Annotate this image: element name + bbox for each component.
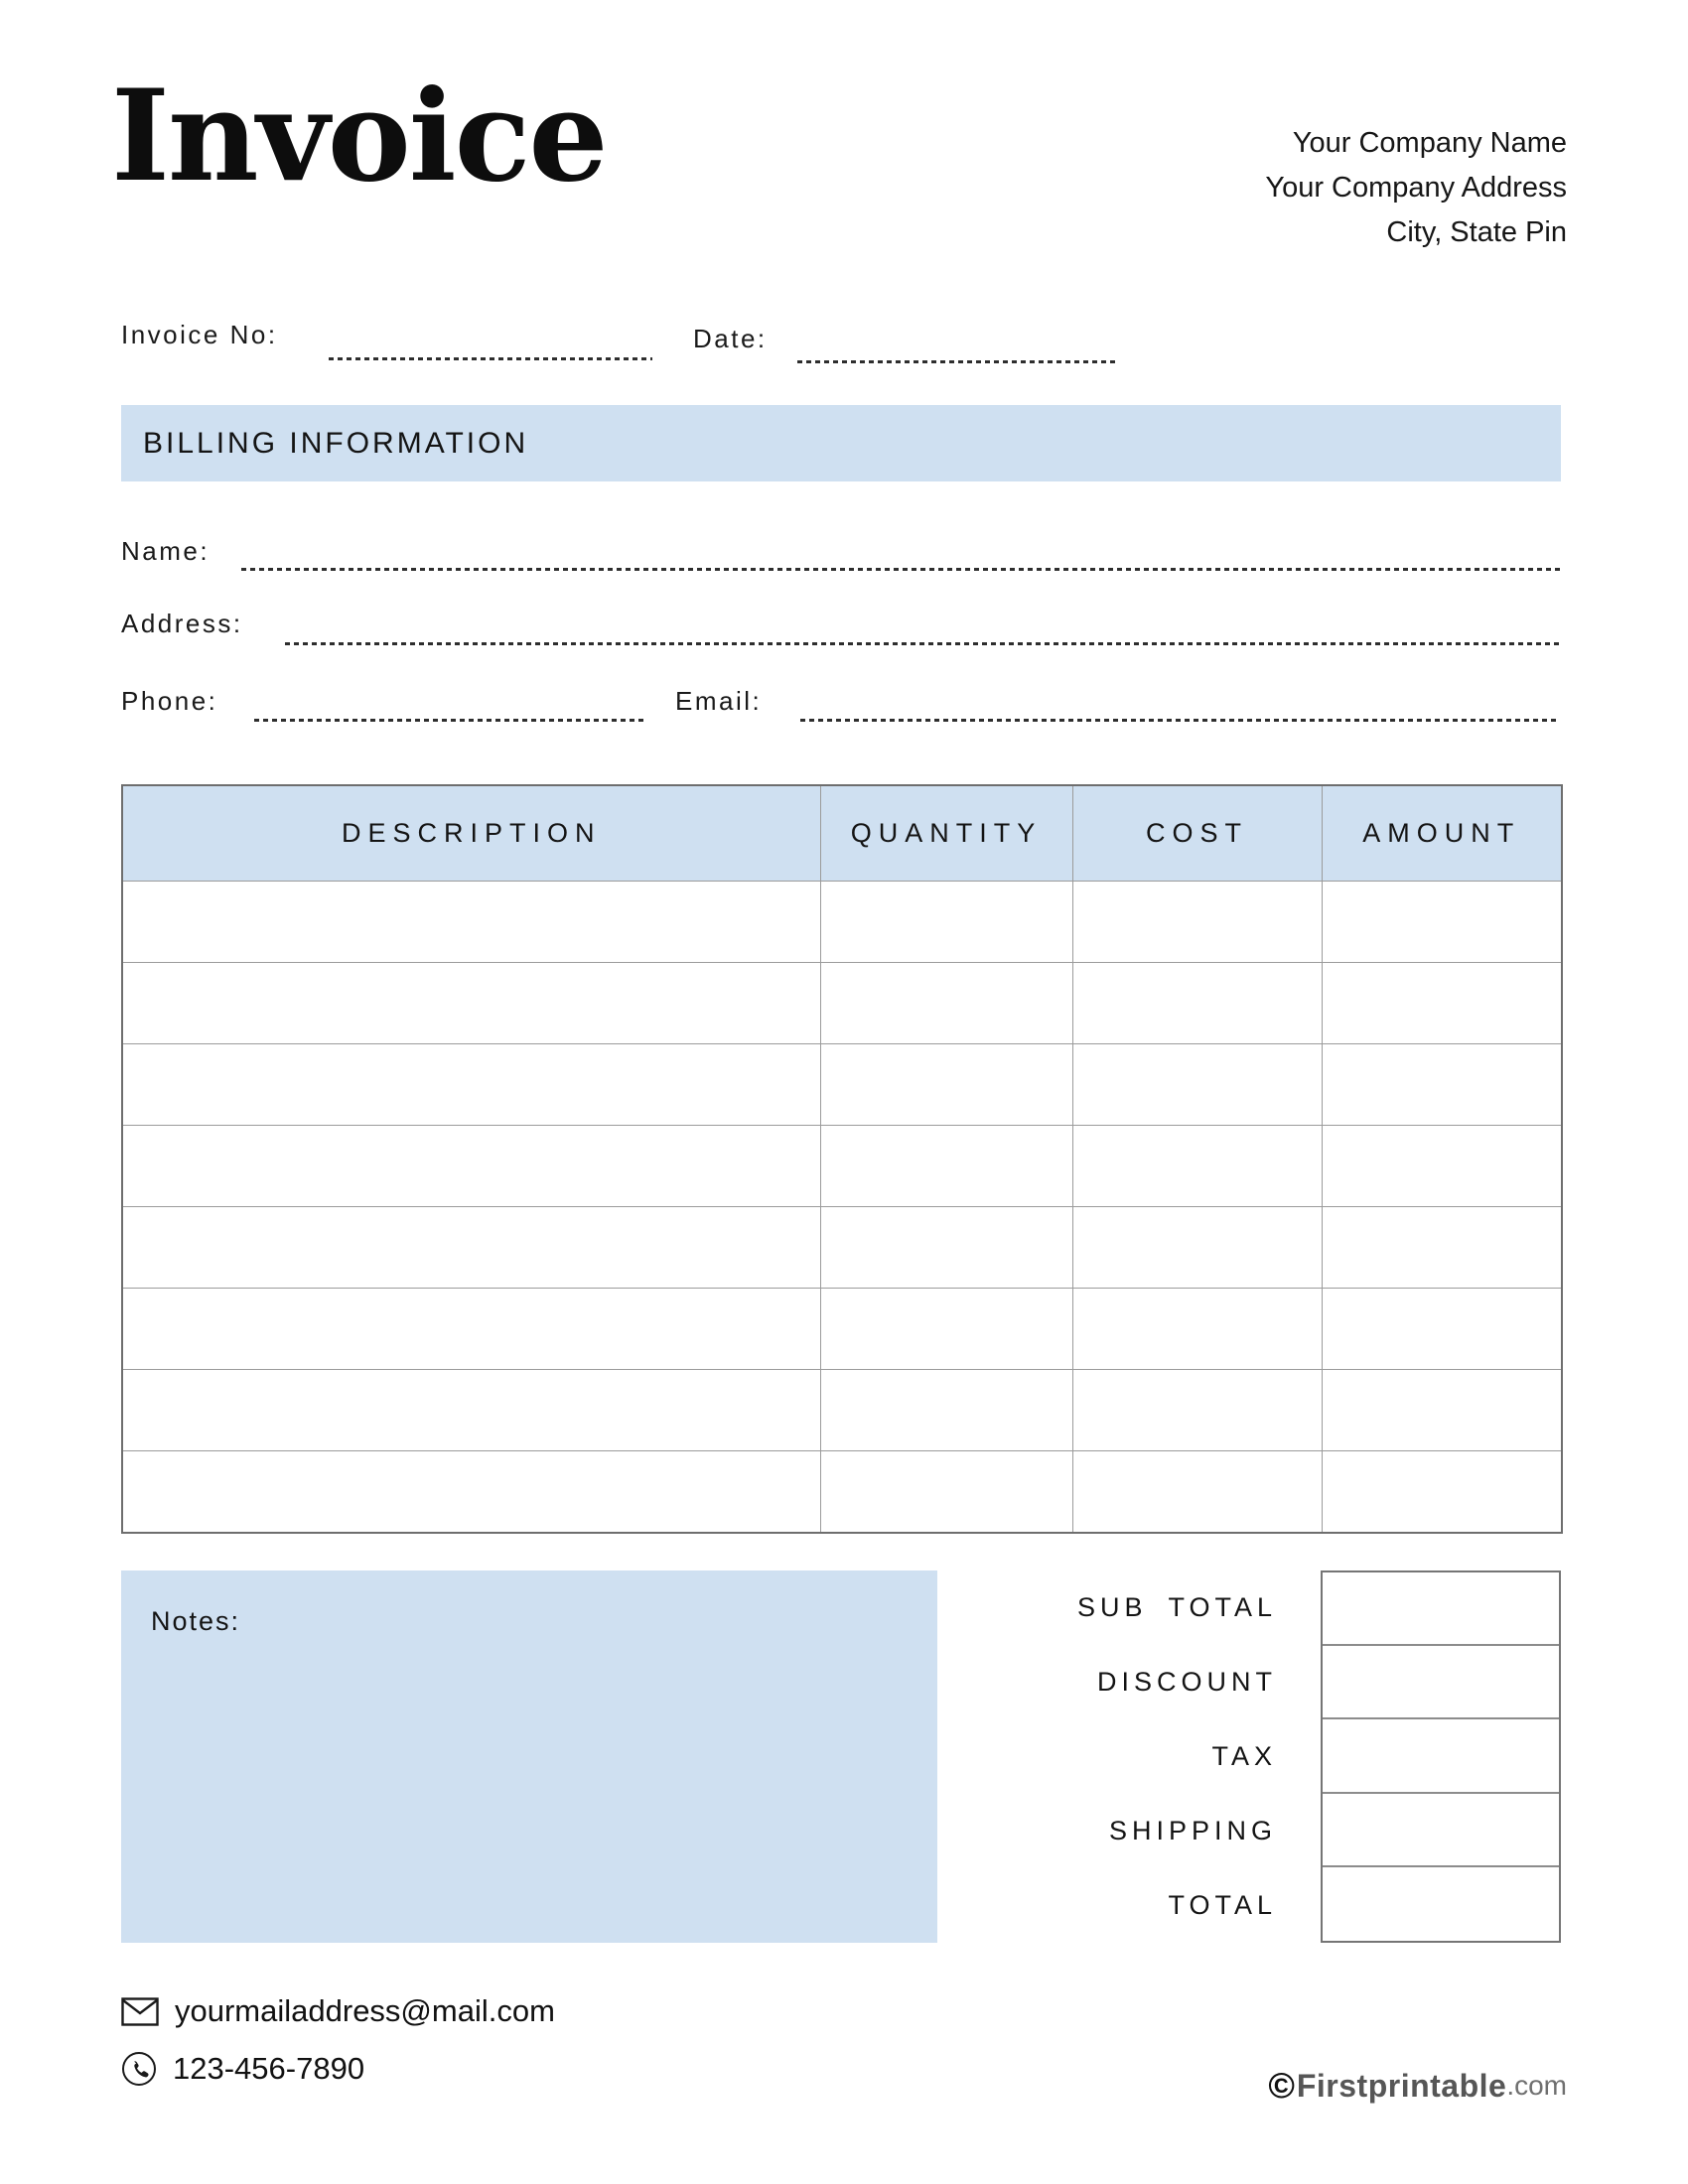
column-header-amount: AMOUNT (1322, 785, 1562, 882)
subtotal-box[interactable] (1323, 1572, 1559, 1646)
totals-boxes (1321, 1570, 1561, 1943)
items-table-body (122, 882, 1562, 1534)
invoice-no-label: Invoice No: (121, 320, 278, 349)
company-info (1265, 121, 1567, 255)
item-cell[interactable] (1322, 1370, 1562, 1451)
item-cell[interactable] (122, 1207, 820, 1289)
item-cell[interactable] (820, 963, 1072, 1044)
date-label: Date: (693, 324, 768, 353)
discount-label: DISCOUNT (1097, 1667, 1277, 1697)
phone-icon (121, 2051, 157, 2087)
item-cell[interactable] (1072, 1451, 1322, 1534)
item-cell[interactable] (1072, 1207, 1322, 1289)
item-cell[interactable] (820, 1370, 1072, 1451)
email-field[interactable] (800, 719, 1560, 722)
item-row (122, 1451, 1562, 1534)
invoice-no-field[interactable] (329, 357, 652, 360)
item-cell[interactable] (1072, 963, 1322, 1044)
company-city-state-pin: City, State Pin (1386, 216, 1567, 248)
phone-field[interactable] (254, 719, 647, 722)
item-cell[interactable] (1322, 1451, 1562, 1534)
company-name: Your Company Name (1292, 127, 1567, 159)
address-label: Address: (121, 609, 243, 638)
totals-labels (937, 1570, 1277, 1943)
brand-suffix: .com (1506, 2070, 1567, 2101)
item-cell[interactable] (820, 1207, 1072, 1289)
item-cell[interactable] (820, 882, 1072, 963)
item-cell[interactable] (122, 963, 820, 1044)
date-field[interactable] (797, 360, 1116, 363)
item-cell[interactable] (122, 1451, 820, 1534)
item-cell[interactable] (122, 882, 820, 963)
item-cell[interactable] (1072, 882, 1322, 963)
item-row (122, 1289, 1562, 1370)
brand-name: Firstprintable (1296, 2067, 1507, 2104)
item-cell[interactable] (122, 1044, 820, 1126)
footer-phone-text: 123-456-7890 (173, 2051, 365, 2086)
email-label: Email: (675, 686, 763, 716)
item-row (122, 1207, 1562, 1289)
copyright-icon: © (1268, 2065, 1295, 2106)
item-cell[interactable] (820, 1451, 1072, 1534)
item-cell[interactable] (122, 1289, 820, 1370)
item-cell[interactable] (820, 1126, 1072, 1207)
envelope-icon (121, 1997, 159, 2026)
name-field[interactable] (241, 568, 1560, 571)
item-cell[interactable] (122, 1126, 820, 1207)
shipping-box[interactable] (1323, 1794, 1559, 1867)
brand-mark (1268, 2065, 1567, 2107)
total-label: TOTAL (1168, 1890, 1277, 1920)
item-cell[interactable] (1322, 1126, 1562, 1207)
item-row (122, 963, 1562, 1044)
item-cell[interactable] (1072, 1126, 1322, 1207)
tax-label: TAX (1211, 1741, 1277, 1771)
discount-box[interactable] (1323, 1646, 1559, 1719)
column-header-description: DESCRIPTION (122, 785, 820, 882)
item-cell[interactable] (1072, 1044, 1322, 1126)
shipping-label: SHIPPING (1108, 1816, 1277, 1845)
item-cell[interactable] (122, 1370, 820, 1451)
item-cell[interactable] (1322, 1044, 1562, 1126)
item-row (122, 1044, 1562, 1126)
item-cell[interactable] (820, 1289, 1072, 1370)
column-header-cost: COST (1072, 785, 1322, 882)
item-row (122, 882, 1562, 963)
billing-information-title: BILLING INFORMATION (143, 426, 529, 460)
phone-label: Phone: (121, 686, 218, 716)
notes-box[interactable] (121, 1570, 937, 1943)
company-address: Your Company Address (1265, 172, 1567, 204)
item-cell[interactable] (820, 1044, 1072, 1126)
item-row (122, 1370, 1562, 1451)
item-cell[interactable] (1322, 1207, 1562, 1289)
billing-information-header (121, 405, 1561, 481)
address-field[interactable] (285, 642, 1560, 645)
footer-phone-row (121, 2051, 364, 2087)
items-table (121, 784, 1563, 1534)
item-cell[interactable] (1072, 1370, 1322, 1451)
item-row (122, 1126, 1562, 1207)
item-cell[interactable] (1322, 882, 1562, 963)
subtotal-label: SUB TOTAL (1076, 1592, 1277, 1622)
invoice-logo: Invoice (111, 63, 607, 209)
items-table-header-row (122, 785, 1562, 882)
item-cell[interactable] (1072, 1289, 1322, 1370)
tax-box[interactable] (1323, 1719, 1559, 1793)
column-header-quantity: QUANTITY (820, 785, 1072, 882)
footer-email-row (121, 1993, 555, 2029)
notes-label: Notes: (151, 1606, 241, 1636)
item-cell[interactable] (1322, 1289, 1562, 1370)
name-label: Name: (121, 536, 211, 566)
total-box[interactable] (1323, 1867, 1559, 1941)
footer-email-text: yourmailaddress@mail.com (175, 1993, 555, 2028)
item-cell[interactable] (1322, 963, 1562, 1044)
